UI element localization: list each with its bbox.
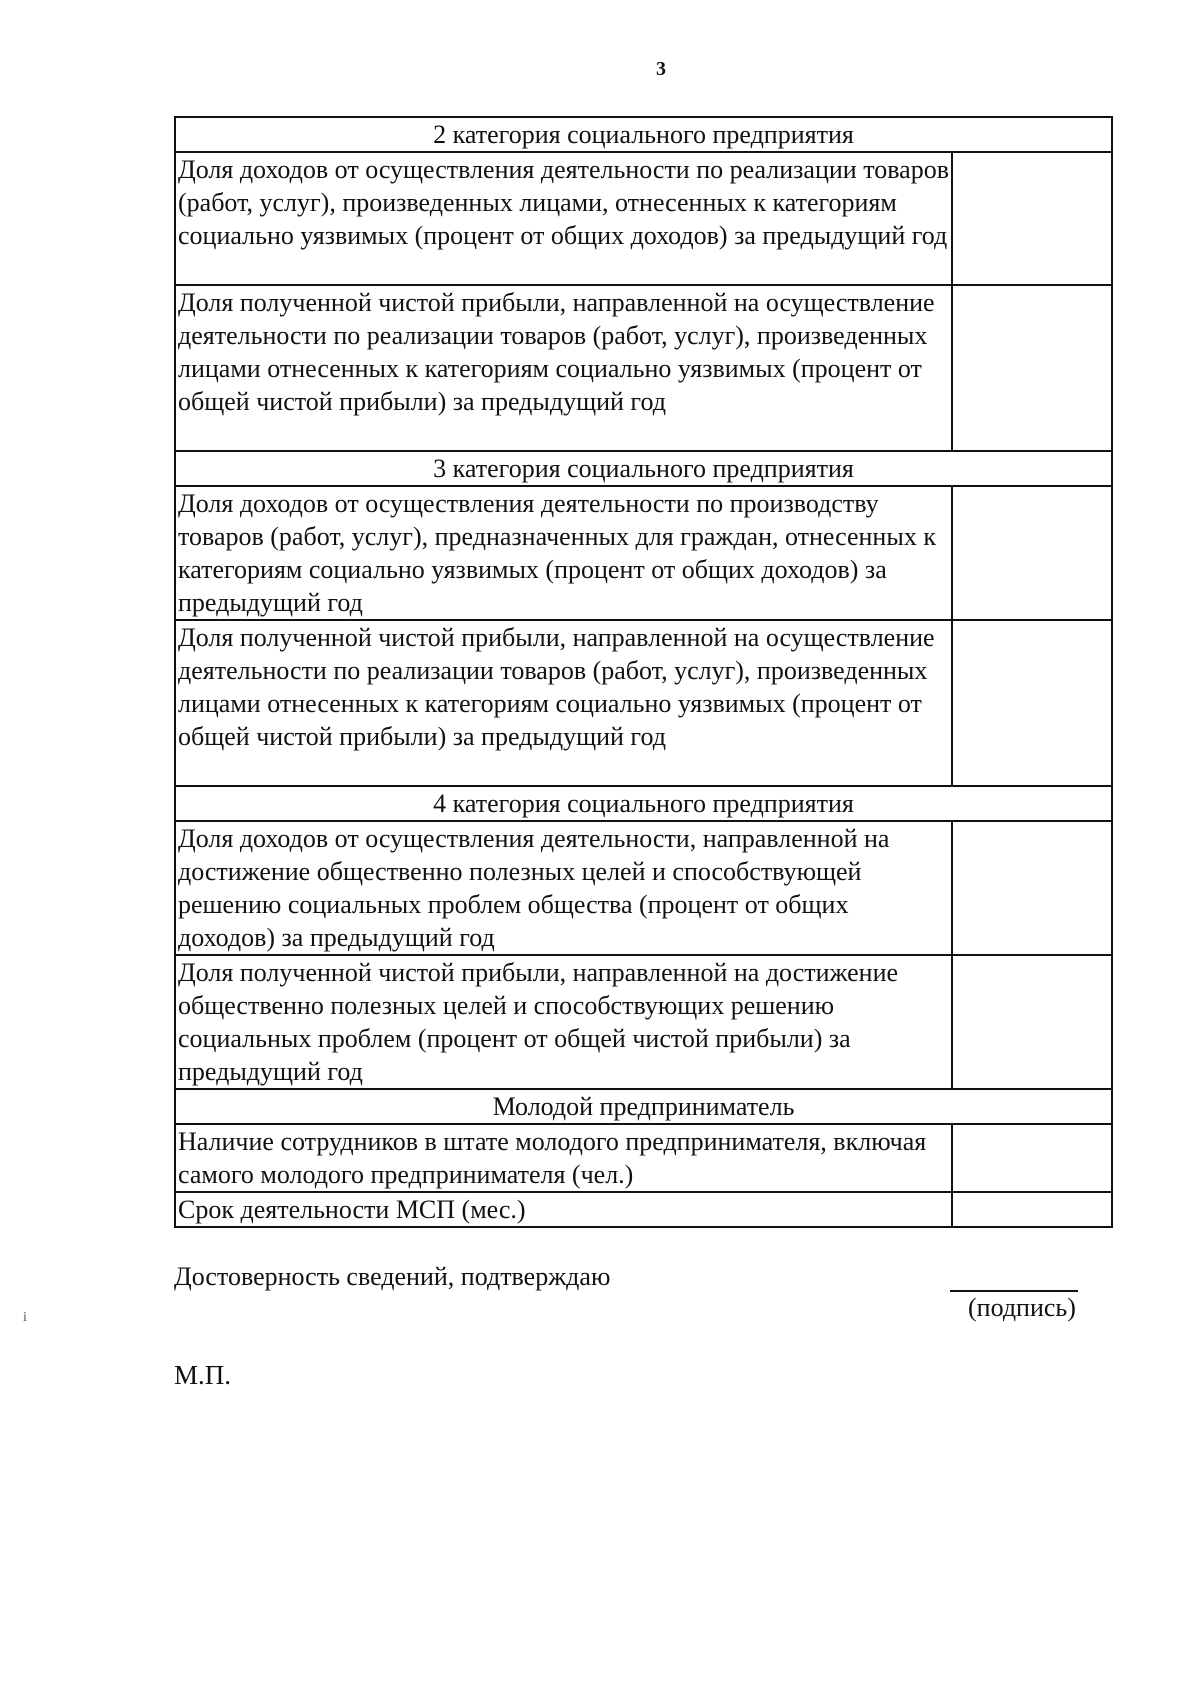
section-header-row xyxy=(175,786,1112,821)
indicator-value-cell[interactable] xyxy=(952,821,1112,955)
seal-label: М.П. xyxy=(174,1360,232,1390)
section-header-young-entrepreneur: Молодой предприниматель xyxy=(175,1089,1112,1124)
indicator-text: Наличие сотрудников в штате молодого предпринимателя, включая самого молодого предпринимателя (чел.) xyxy=(175,1124,952,1192)
indicator-text: Доля полученной чистой прибыли, направленной на осуществление деятельности по реализации товаров (работ, услуг), произведенных лицами отнесенных к категориям социально уязвимых (процент от общей чистой прибыли) за предыдущий год xyxy=(175,285,952,451)
indicator-value-cell[interactable] xyxy=(952,620,1112,786)
indicator-value-cell[interactable] xyxy=(952,486,1112,620)
table-row xyxy=(175,1124,1112,1192)
indicator-value-cell[interactable] xyxy=(952,285,1112,451)
signature-line[interactable] xyxy=(950,1290,1078,1292)
table-row xyxy=(175,486,1112,620)
section-header-row xyxy=(175,1089,1112,1124)
section-header-category-2: 2 категория социального предприятия xyxy=(175,117,1112,152)
table-row xyxy=(175,955,1112,1089)
table-row xyxy=(175,285,1112,451)
section-header-category-3: 3 категория социального предприятия xyxy=(175,451,1112,486)
indicator-text: Доля полученной чистой прибыли, направленной на достижение общественно полезных целей и способствующих решению социальных проблем (процент от общей чистой прибыли) за предыдущий год xyxy=(175,955,952,1089)
indicator-text: Доля доходов от осуществления деятельности по производству товаров (работ, услуг), предназначенных для граждан, отнесенных к категориям социально уязвимых (процент от общих доходов) за предыдущий год xyxy=(175,486,952,620)
stray-mark: i xyxy=(23,1310,27,1325)
indicator-value-cell[interactable] xyxy=(952,955,1112,1089)
page-number: 3 xyxy=(656,58,666,80)
section-header-row xyxy=(175,451,1112,486)
indicators-table xyxy=(174,116,1113,1228)
indicator-value-cell[interactable] xyxy=(952,152,1112,285)
indicator-text: Доля полученной чистой прибыли, направленной на осуществление деятельности по реализации товаров (работ, услуг), произведенных лицами отнесенных к категориям социально уязвимых (процент от общей чистой прибыли) за предыдущий год xyxy=(175,620,952,786)
confirmation-text: Достоверность сведений, подтверждаю xyxy=(174,1262,611,1291)
indicator-value-cell[interactable] xyxy=(952,1192,1112,1227)
table-row xyxy=(175,152,1112,285)
indicator-text: Доля доходов от осуществления деятельности по реализации товаров (работ, услуг), произведенных лицами, отнесенных к категориям социально уязвимых (процент от общих доходов) за предыдущий год xyxy=(175,152,952,285)
indicator-text: Срок деятельности МСП (мес.) xyxy=(175,1192,952,1227)
table-row xyxy=(175,821,1112,955)
section-header-category-4: 4 категория социального предприятия xyxy=(175,786,1112,821)
section-header-row xyxy=(175,117,1112,152)
signature-label: (подпись) xyxy=(968,1293,1076,1322)
table-row xyxy=(175,1192,1112,1227)
table-row xyxy=(175,620,1112,786)
indicator-text: Доля доходов от осуществления деятельности, направленной на достижение общественно полезных целей и способствующей решению социальных проблем общества (процент от общих доходов) за предыдущий год xyxy=(175,821,952,955)
indicator-value-cell[interactable] xyxy=(952,1124,1112,1192)
